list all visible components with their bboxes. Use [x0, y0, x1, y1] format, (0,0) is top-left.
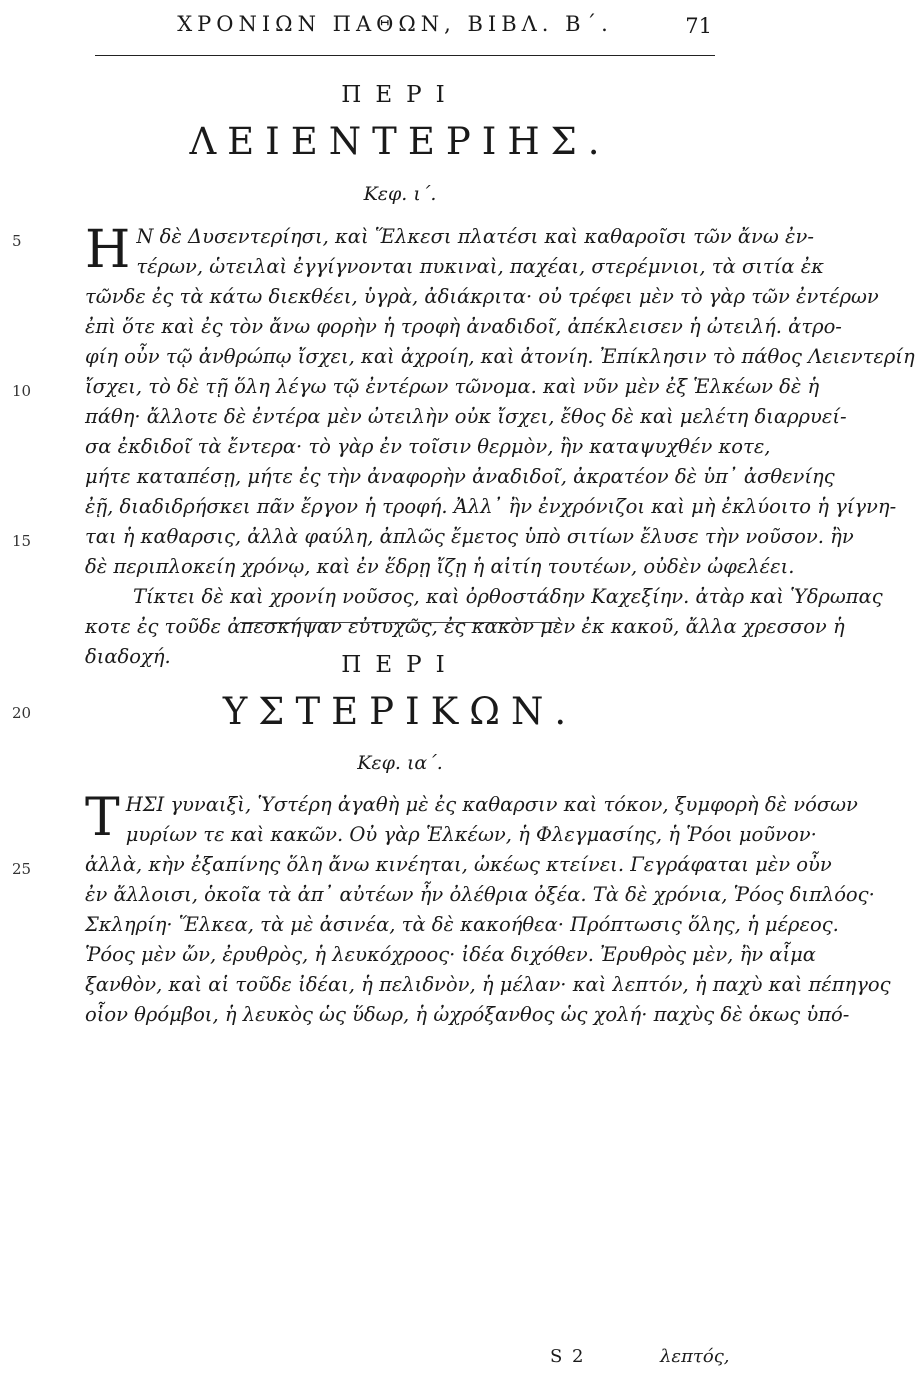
text-line: τέρων, ὡτειλαὶ ἐγγίγνονται πυκιναὶ, παχέαι, στερέμνιοι, τὰ σιτία ἐκ: [136, 255, 824, 278]
text-line: ἐν ἄλλοισι, ὁκοῖα τὰ ἀπ᾽ αὐτέων ἦν ὀλέθρια ὀξέα. Τὰ δὲ χρόνια, Ῥόος διπλόος·: [85, 883, 875, 906]
signature-mark: S 2: [550, 1346, 586, 1367]
margin-line-number: 25: [12, 860, 32, 878]
text-line: ΗΣΙ γυναιξὶ, Ὑστέρη ἀγαθὴ μὲ ἐς καθαρσιν καὶ τόκον, ξυμφορὴ δὲ νόσων: [125, 793, 858, 816]
text-line: Ῥόος μὲν ὤν, ἐρυθρὸς, ἡ λευκόχροος· ἰδέα διχόθεν. Ἐρυθρὸς μὲν, ἢν αἷμα: [85, 943, 816, 966]
text-line: Σκληρίη· Ἕλκεα, τὰ μὲ ἀσινέα, τὰ δὲ κακοήθεα· Πρόπτωσις ὅλης, ἡ μέρεος.: [85, 913, 839, 936]
section-1-dropcap: Η: [85, 220, 131, 280]
margin-line-number: 10: [12, 382, 32, 400]
text-line: ἐῇ, διαδιδρήσκει πᾶν ἔργον ἡ τροφή. Ἀλλ᾽ ἢν ἐνχρόνιζοι καὶ μὴ ἐκλύοιτο ἡ γίγνη-: [85, 495, 897, 518]
running-head: ΧΡΟΝΙΩΝ ΠΑΘΩΝ, ΒΙΒΛ. Β΄.: [177, 12, 613, 36]
text-line: ἐπὶ ὅτε καὶ ἐς τὸν ἄνω φορὴν ἡ τροφὴ ἀναδιδοῖ, ἀπέκλεισεν ἡ ὠτειλή. ἀτρο-: [85, 315, 842, 338]
section-2-peri: ΠΕΡΙ: [341, 652, 459, 678]
section-1-title: ΛΕΙΕΝΤΕΡΙΗΣ.: [189, 120, 611, 163]
text-line: ἴσχει, τὸ δὲ τῇ ὅλη λέγω τῷ ἐντέρων τῶνομα. καὶ νῦν μὲν ἐξ Ἑλκέων δὲ ἡ: [85, 375, 820, 398]
section-separator: [240, 622, 560, 623]
text-line: τῶνδε ἐς τὰ κάτω διεκθέει, ὑγρὰ, ἀδιάκριτα· οὐ τρέφει μὲν τὸ γὰρ τῶν ἐντέρων: [85, 285, 879, 308]
text-line: διαδοχή.: [85, 645, 171, 668]
text-line: οἷον θρόμβοι, ἡ λευκὸς ὡς ὕδωρ, ἡ ὠχρόξανθος ὡς χολή· παχὺς δὲ ὁκως ὑπό-: [85, 1003, 850, 1026]
text-line: Τίκτει δὲ καὶ χρονίη νοῦσος, καὶ ὀρθοστάδην Καχεξίην. ἀτὰρ καὶ Ὑδρωπας: [133, 585, 883, 608]
section-2-title: ΥΣΤΕΡΙΚΩΝ.: [222, 690, 578, 733]
catchword: λεπτός,: [660, 1346, 730, 1367]
text-line: πάθη· ἄλλοτε δὲ ἐντέρα μὲν ὠτειλὴν οὐκ ἴσχει, ἔθος δὲ καὶ μελέτη διαρρυεί-: [85, 405, 847, 428]
margin-line-number: 15: [12, 532, 32, 550]
text-line: σα ἐκδιδοῖ τὰ ἔντερα· τὸ γὰρ ἐν τοῖσιν θερμὸν, ἢν καταψυχθέν κοτε,: [85, 435, 771, 458]
section-2-body: [85, 788, 891, 1030]
section-1-body: [85, 220, 915, 672]
text-line: μήτε καταπέσῃ, μήτε ἐς τὴν ἀναφορὴν ἀναδιδοῖ, ἀκρατέον δὲ ὑπ᾽ ἀσθενίης: [85, 465, 835, 488]
text-line: κοτε ἐς τοῦδε ἀπεσκήψαν εὐτυχῶς, ἐς κακὸν μὲν ἐκ κακοῦ, ἄλλα χρεσσον ἡ: [85, 615, 845, 638]
section-1-chapter: Κεφ. ι΄.: [363, 183, 437, 205]
text-line: ξανθὸν, καὶ αἱ τοῦδε ἰδέαι, ἡ πελιδνὸν, ἡ μέλαν· καὶ λεπτόν, ἡ παχὺ καὶ πέπηγος: [85, 973, 891, 996]
margin-line-number: 5: [12, 232, 22, 250]
section-2-chapter: Κεφ. ια΄.: [357, 752, 443, 774]
text-line: ται ἡ καθαρσις, ἀλλὰ φαύλη, ἀπλῶς ἔμετος ὑπὸ σιτίων ἔλυσε τὴν νοῦσον. ἢν: [85, 525, 854, 548]
section-1-peri: ΠΕΡΙ: [341, 82, 459, 108]
text-line: μυρίων τε καὶ κακῶν. Οὐ γὰρ Ἑλκέων, ἡ Φλεγμασίης, ἡ Ῥόοι μοῦνον·: [125, 823, 817, 846]
text-line: φίη οὖν τῷ ἀνθρώπῳ ἴσχει, καὶ ἀχροίη, καὶ ἀτονίη. Ἐπίκλησιν τὸ πάθος Λειεντερίη: [85, 345, 915, 368]
section-2-dropcap: Τ: [85, 788, 120, 848]
text-line: ἀλλὰ, κὴν ἐξαπίνης ὅλη ἄνω κινέηται, ὠκέως κτείνει. Γεγράφαται μὲν οὖν: [85, 853, 832, 876]
text-line: δὲ περιπλοκείη χρόνῳ, καὶ ἐν ἕδρῃ ἴζῃ ἡ αἰτίη τουτέων, οὐδὲν ὠφελέει.: [85, 555, 795, 578]
header-rule: [95, 55, 715, 56]
margin-line-number: 20: [12, 704, 32, 722]
text-line: Ν δὲ Δυσεντερίησι, καὶ Ἕλκεσι πλατέσι καὶ καθαροῖσι τῶν ἄνω ἐν-: [136, 225, 814, 248]
page-number: 71: [685, 14, 712, 38]
